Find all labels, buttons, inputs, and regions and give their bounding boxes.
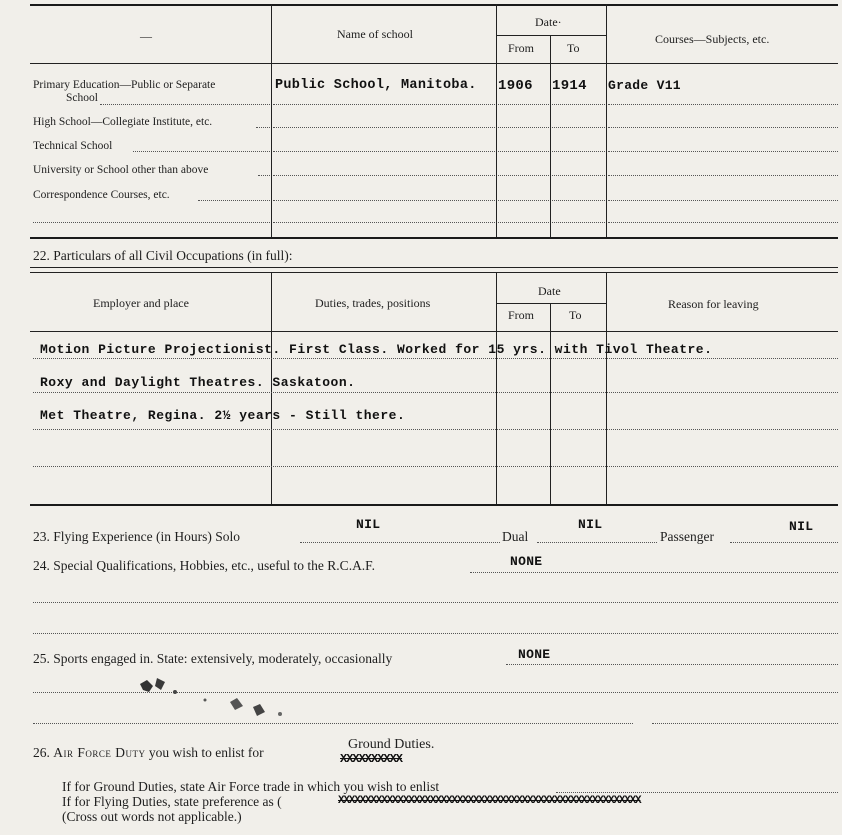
sports-label: 25. Sports engaged in. State: extensively, moderately, occasionally <box>33 651 393 666</box>
dot-leader <box>273 175 495 176</box>
duty-label-smallcaps: Air Force Duty <box>53 745 146 760</box>
qualifications-value: NONE <box>510 554 543 569</box>
flying-label: 23. Flying Experience (in Hours) Solo <box>33 529 240 544</box>
dot-leader <box>33 723 633 724</box>
education-primary-from: 1906 <box>498 78 533 94</box>
occupations-col-to: To <box>569 308 582 322</box>
dot-leader <box>33 466 838 467</box>
occupations-col-divider-2 <box>496 272 497 504</box>
education-col-divider-3 <box>550 35 551 237</box>
dot-leader <box>256 127 270 128</box>
education-primary-courses: Grade V11 <box>608 78 681 93</box>
dot-leader <box>258 175 270 176</box>
dot-leader <box>608 104 838 105</box>
dot-leader <box>552 151 605 152</box>
flying-passenger-value: NIL <box>789 519 814 534</box>
dot-leader <box>537 542 657 543</box>
occupation-line-2: Roxy and Daylight Theatres. Saskatoon. <box>40 375 356 390</box>
dot-leader <box>608 151 838 152</box>
dot-leader <box>556 792 838 793</box>
duty-flying-struck: XXXXXXXXXXXXXXXXXXXXXXXXXXXXXXXXXXXXXXXXXXXXXXXXXXXXXXXX <box>338 795 641 807</box>
dot-leader <box>730 542 838 543</box>
flying-dual-value: NIL <box>578 517 603 532</box>
dot-leader <box>608 175 838 176</box>
flying-dual-label: Dual <box>502 529 529 544</box>
education-row-primary-label: Primary Education—Public or Separate <box>33 79 216 91</box>
education-row-university-label: University or School other than above <box>33 164 209 176</box>
dot-leader <box>498 175 549 176</box>
dot-leader <box>652 723 838 724</box>
dot-leader <box>273 222 495 223</box>
dot-leader <box>273 127 495 128</box>
duty-flying-line: If for Flying Duties, state preference as ( <box>62 794 282 809</box>
duty-label <box>33 745 264 761</box>
education-col-date: Date· <box>535 15 562 29</box>
duty-struck-text: XXXXXXXXXX <box>340 752 403 766</box>
education-row-high-label: High School—Collegiate Institute, etc. <box>33 116 213 128</box>
dot-leader <box>498 127 549 128</box>
duty-handwritten: Ground Duties. <box>348 737 435 752</box>
education-col-blank: — <box>140 29 152 43</box>
occupations-col-employer: Employer and place <box>93 296 189 310</box>
occupations-col-divider-3 <box>550 303 551 504</box>
dot-leader <box>133 151 270 152</box>
education-col-from: From <box>508 41 535 55</box>
dot-leader <box>33 429 838 430</box>
duty-ground-line: If for Ground Duties, state Air Force trade in which you wish to enlist <box>62 779 440 794</box>
education-col-divider-2 <box>496 4 497 237</box>
dot-leader <box>33 222 270 223</box>
dot-leader <box>552 104 605 105</box>
dot-leader <box>506 664 838 665</box>
occupations-header-rule <box>30 331 838 332</box>
education-primary-school: Public School, Manitoba. <box>275 78 477 93</box>
dot-leader <box>100 104 270 105</box>
ink-smudge <box>135 672 295 722</box>
dot-leader <box>552 200 605 201</box>
education-bottom-rule <box>30 237 838 239</box>
dot-leader <box>552 175 605 176</box>
duty-note: (Cross out words not applicable.) <box>62 809 242 824</box>
qualifications-label: 24. Special Qualifications, Hobbies, etc., useful to the R.C.A.F. <box>33 558 375 573</box>
dot-leader <box>470 572 838 573</box>
education-col-school: Name of school <box>337 27 413 41</box>
duty-label-prefix: 26. <box>33 745 54 760</box>
dot-leader <box>33 358 838 359</box>
dot-leader <box>33 392 838 393</box>
dot-leader <box>608 127 838 128</box>
education-col-to: To <box>567 41 580 55</box>
sports-value: NONE <box>518 647 551 662</box>
education-row-correspondence-label: Correspondence Courses, etc. <box>33 189 170 201</box>
education-col-divider-4 <box>606 4 607 237</box>
education-header-rule <box>30 63 838 64</box>
dot-leader <box>552 222 605 223</box>
dot-leader <box>273 104 495 105</box>
dot-leader <box>498 200 549 201</box>
occupation-line-3: Met Theatre, Regina. 2½ years - Still there. <box>40 408 406 423</box>
flying-passenger-label: Passenger <box>660 529 714 544</box>
dot-leader <box>33 602 838 603</box>
occupations-col-reason: Reason for leaving <box>668 297 759 311</box>
dot-leader <box>608 222 838 223</box>
occupations-col-divider-4 <box>606 272 607 504</box>
dot-leader <box>300 542 500 543</box>
occupation-line-1: Motion Picture Projectionist. First Class. Worked for 15 yrs. with Tivol Theatre. <box>40 342 713 357</box>
occupations-top-rule-2 <box>30 272 838 273</box>
dot-leader <box>498 151 549 152</box>
duty-label-suffix: you wish to enlist for <box>145 745 264 760</box>
education-date-rule <box>496 35 606 36</box>
dot-leader <box>273 151 495 152</box>
education-primary-to: 1914 <box>552 78 587 94</box>
occupations-heading: 22. Particulars of all Civil Occupations (in full): <box>33 248 293 263</box>
dot-leader <box>498 104 549 105</box>
dot-leader <box>198 200 270 201</box>
dot-leader <box>608 200 838 201</box>
flying-solo-value: NIL <box>356 517 381 532</box>
dot-leader <box>552 127 605 128</box>
education-col-divider-1 <box>271 4 272 237</box>
occupations-col-duties: Duties, trades, positions <box>315 296 431 310</box>
education-top-rule <box>30 4 838 6</box>
dot-leader <box>498 222 549 223</box>
dot-leader <box>273 200 495 201</box>
dot-leader <box>33 633 838 634</box>
occupations-bottom-rule <box>30 504 838 506</box>
education-row-technical-label: Technical School <box>33 140 113 152</box>
occupations-top-rule <box>30 267 838 268</box>
education-col-courses: Courses—Subjects, etc. <box>655 32 770 46</box>
education-row-primary-label-2: School <box>66 92 98 104</box>
occupations-col-from: From <box>508 308 535 322</box>
occupations-date-rule <box>496 303 606 304</box>
occupations-col-date: Date <box>538 284 561 298</box>
